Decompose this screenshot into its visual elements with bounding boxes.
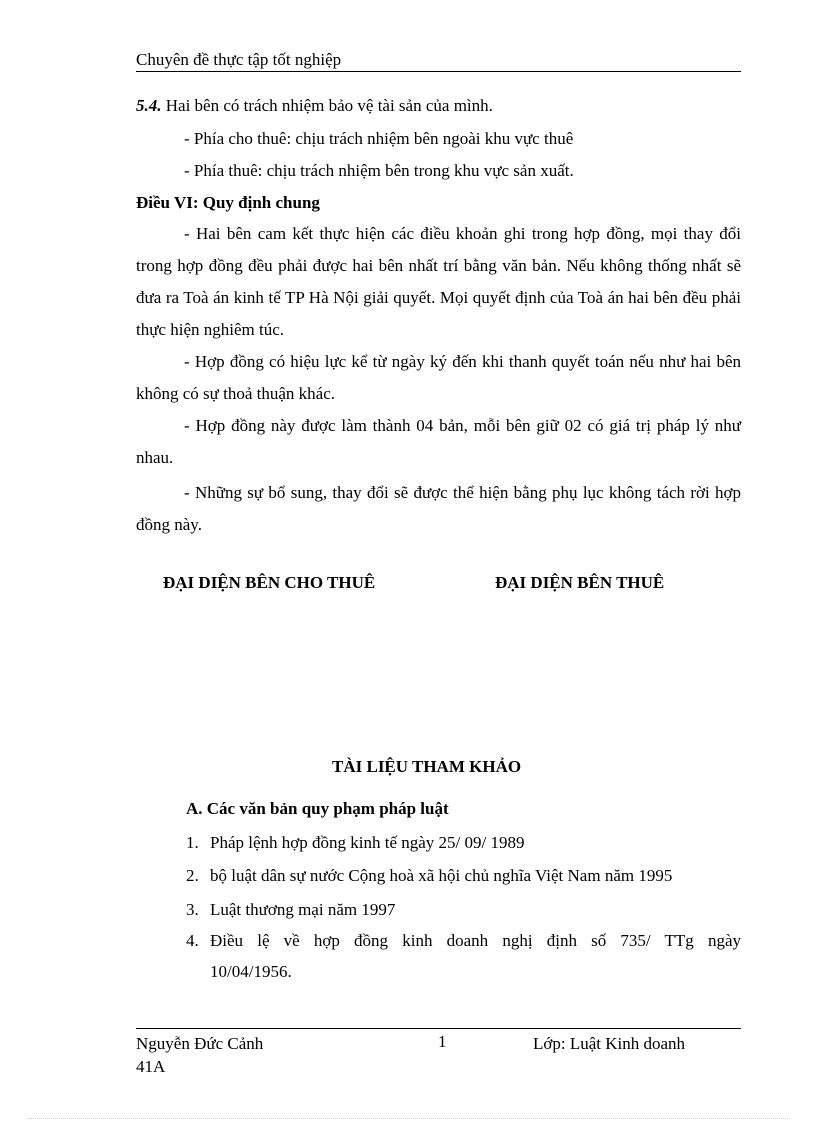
reference-item-4-num: 4.: [186, 931, 199, 950]
reference-item-1-text: Pháp lệnh hợp đồng kinh tế ngày 25/ 09/ 1989: [210, 833, 525, 852]
reference-item-2-text: bộ luật dân sự nước Cộng hoà xã hội chủ nghĩa Việt Nam năm 1995: [210, 866, 673, 885]
section-5-4-text: Hai bên có trách nhiệm bảo vệ tài sản của mình.: [161, 96, 493, 115]
reference-item-1: [186, 833, 525, 853]
footer-author: Nguyễn Đức Cảnh: [136, 1034, 264, 1053]
article-6-heading: Điều VI: Quy định chung: [136, 193, 320, 212]
signature-lessee: ĐẠI DIỆN BÊN THUÊ: [495, 573, 665, 592]
reference-item-3-num: 3.: [186, 900, 199, 919]
section-5-4-label: 5.4.: [136, 96, 162, 115]
article-6-paragraph-4-text: - Những sự bổ sung, thay đổi sẽ được thể hiện bằng phụ lục không tách rời hợp đồng này.: [136, 483, 741, 534]
reference-item-3: [186, 900, 395, 920]
footer-class: Lớp: Luật Kinh doanh: [533, 1034, 686, 1053]
section-5-4-item-2: - Phía thuê: chịu trách nhiệm bên trong khu vực sản xuất.: [184, 161, 574, 180]
signature-lessor: ĐẠI DIỆN BÊN CHO THUÊ: [163, 573, 376, 592]
footer-cohort: 41A: [136, 1057, 166, 1076]
references-section-a: A. Các văn bản quy phạm pháp luật: [186, 799, 449, 818]
article-6-paragraph-2: [136, 346, 741, 410]
reference-item-2: [186, 866, 672, 886]
article-6-paragraph-1: [136, 218, 741, 346]
reference-item-3-text: Luật thương mại năm 1997: [210, 900, 396, 919]
article-6-paragraph-3-text: - Hợp đồng này được làm thành 04 bản, mỗi bên giữ 02 có giá trị pháp lý như nhau.: [136, 416, 741, 467]
header-rule: [136, 71, 741, 72]
reference-item-1-num: 1.: [186, 833, 199, 852]
article-6-paragraph-1-text: - Hai bên cam kết thực hiện các điều khoản ghi trong hợp đồng, mọi thay đổi trong hợp đồng đều phải được hai bên nhất trí bằng văn bản. Nếu không thống nhất sẽ đưa ra Toà án kinh tế TP Hà Nội giải quyết. Mọi quyết định của Toà án hai bên đều phải thực hiện nghiêm túc.: [136, 224, 741, 339]
reference-item-2-num: 2.: [186, 866, 199, 885]
article-6-paragraph-2-text: - Hợp đồng có hiệu lực kể từ ngày ký đến khi thanh quyết toán nếu như hai bên không có sự thoả thuận khác.: [136, 352, 741, 403]
page-bottom-dotted-edge: [28, 1118, 788, 1119]
header-title: Chuyên đề thực tập tốt nghiệp: [136, 50, 342, 69]
footer-rule: [136, 1028, 741, 1029]
reference-item-4-text: Điều lệ về hợp đồng kinh doanh nghị định số 735/ TTg ngày: [210, 931, 741, 950]
reference-item-4: [186, 931, 741, 951]
article-6-paragraph-3: [136, 410, 741, 474]
section-5-4: [136, 96, 493, 116]
footer-page-number: 1: [438, 1032, 447, 1051]
section-5-4-item-1: - Phía cho thuê: chịu trách nhiệm bên ngoài khu vực thuê: [184, 129, 574, 148]
references-title: TÀI LIỆU THAM KHẢO: [332, 757, 522, 776]
reference-item-4-continuation: 10/04/1956.: [210, 962, 292, 981]
article-6-paragraph-4: [136, 477, 741, 541]
